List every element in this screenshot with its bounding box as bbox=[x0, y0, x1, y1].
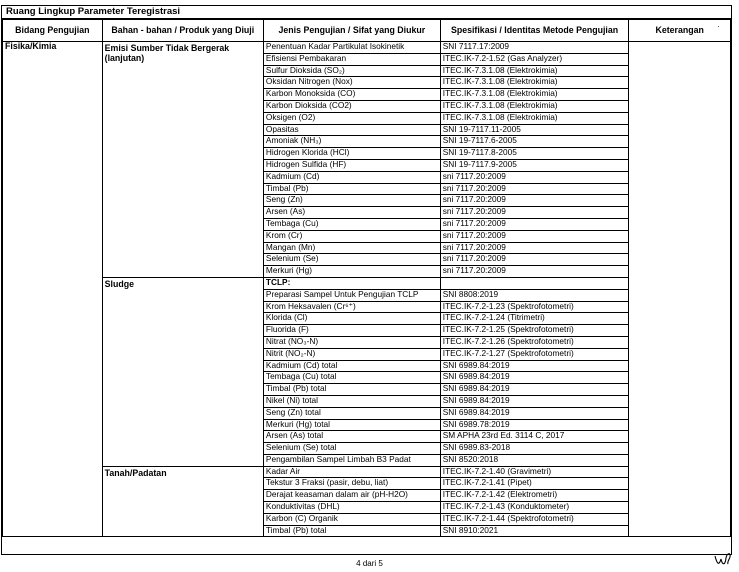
jenis-pengujian-cell: Opasitas bbox=[263, 124, 440, 136]
section-title: Ruang Lingkup Parameter Teregistrasi bbox=[2, 6, 731, 19]
metode-cell: SNI 19-7117.9-2005 bbox=[440, 159, 629, 171]
metode-cell: ITEC.IK-7.3.1.08 (Elektrokimia) bbox=[440, 89, 629, 101]
table-row bbox=[3, 466, 731, 478]
jenis-pengujian-cell: Nitrit (NO₂-N) bbox=[263, 348, 440, 360]
jenis-pengujian-cell: Timbal (Pb) total bbox=[263, 525, 440, 537]
material-group-cell: Sludge bbox=[102, 277, 263, 466]
header-spesifikasi: Spesifikasi / Identitas Metode Pengujian bbox=[440, 20, 629, 42]
metode-cell: ITEC.IK-7.2-1.43 (Konduktometer) bbox=[440, 502, 629, 514]
bidang-cell: Fisika/Kimia bbox=[3, 42, 103, 537]
metode-cell: SNI 6989.84:2019 bbox=[440, 372, 629, 384]
jenis-pengujian-cell: Amoniak (NH₃) bbox=[263, 136, 440, 148]
jenis-pengujian-cell: Tembaga (Cu) bbox=[263, 218, 440, 230]
jenis-pengujian-cell: Kadmium (Cd) total bbox=[263, 360, 440, 372]
metode-cell: SNI 8520:2018 bbox=[440, 454, 629, 466]
jenis-pengujian-cell: Klorida (Cl) bbox=[263, 313, 440, 325]
metode-cell: SNI 8910:2021 bbox=[440, 525, 629, 537]
paraf-signature-icon bbox=[713, 550, 735, 570]
jenis-pengujian-cell: Krom Heksavalen (Cr⁶⁺) bbox=[263, 301, 440, 313]
jenis-pengujian-cell: Pengambilan Sampel Limbah B3 Padat bbox=[263, 454, 440, 466]
corner-mark: · bbox=[717, 22, 720, 31]
jenis-pengujian-cell: Sulfur Dioksida (SO₂) bbox=[263, 65, 440, 77]
metode-cell: ITEC.IK-7.2-1.26 (Spektrofotometri) bbox=[440, 336, 629, 348]
metode-cell: ITEC.IK-7.2-1.41 (Pipet) bbox=[440, 478, 629, 490]
jenis-pengujian-cell: Oksidan Nitrogen (Nox) bbox=[263, 77, 440, 89]
jenis-pengujian-cell: Merkuri (Hg) bbox=[263, 266, 440, 278]
jenis-pengujian-cell: Karbon Dioksida (CO2) bbox=[263, 100, 440, 112]
table-row bbox=[3, 42, 731, 54]
metode-cell: sni 7117.20:2009 bbox=[440, 266, 629, 278]
metode-cell: ITEC.IK-7.3.1.08 (Elektrokimia) bbox=[440, 100, 629, 112]
metode-cell: sni 7117.20:2009 bbox=[440, 171, 629, 183]
header-bidang: Bidang Pengujian bbox=[3, 20, 103, 42]
jenis-pengujian-cell: Seng (Zn) bbox=[263, 195, 440, 207]
jenis-pengujian-cell: Arsen (As) bbox=[263, 207, 440, 219]
header-bahan: Bahan - bahan / Produk yang Diuji bbox=[102, 20, 263, 42]
jenis-pengujian-cell: Tembaga (Cu) total bbox=[263, 372, 440, 384]
jenis-pengujian-cell: Merkuri (Hg) total bbox=[263, 419, 440, 431]
parameter-table bbox=[2, 19, 731, 537]
metode-cell: SNI 6989.83-2018 bbox=[440, 443, 629, 455]
table-body bbox=[3, 42, 731, 537]
jenis-pengujian-cell: Nikel (Ni) total bbox=[263, 395, 440, 407]
material-group-cell: Tanah/Padatan bbox=[102, 466, 263, 537]
jenis-pengujian-cell: Karbon Monoksida (CO) bbox=[263, 89, 440, 101]
metode-cell: ITEC.IK-7.2-1.52 (Gas Analyzer) bbox=[440, 53, 629, 65]
metode-cell: SNI 6989.84:2019 bbox=[440, 407, 629, 419]
jenis-pengujian-cell: Kadmium (Cd) bbox=[263, 171, 440, 183]
jenis-pengujian-cell: Mangan (Mn) bbox=[263, 242, 440, 254]
metode-cell: ITEC.IK-7.2-1.42 (Elektrometri) bbox=[440, 490, 629, 502]
jenis-pengujian-cell: Preparasi Sampel Untuk Pengujian TCLP bbox=[263, 289, 440, 301]
metode-cell: ITEC.IK-7.3.1.08 (Elektrokimia) bbox=[440, 65, 629, 77]
jenis-pengujian-cell: Nitrat (NO₃-N) bbox=[263, 336, 440, 348]
metode-cell: ITEC.IK-7.3.1.08 (Elektrokimia) bbox=[440, 112, 629, 124]
metode-cell: SNI 6989.78:2019 bbox=[440, 419, 629, 431]
table-header-row bbox=[3, 20, 731, 42]
jenis-pengujian-cell: Krom (Cr) bbox=[263, 230, 440, 242]
jenis-pengujian-cell: Penentuan Kadar Partikulat Isokinetik bbox=[263, 42, 440, 54]
metode-cell: SNI 6989.84:2019 bbox=[440, 384, 629, 396]
metode-cell: sni 7117.20:2009 bbox=[440, 230, 629, 242]
document-frame bbox=[1, 5, 732, 555]
jenis-pengujian-cell: Timbal (Pb) bbox=[263, 183, 440, 195]
metode-cell bbox=[440, 277, 629, 289]
header-keterangan: Keterangan bbox=[629, 20, 731, 42]
jenis-pengujian-cell: Hidrogen Klorida (HCl) bbox=[263, 148, 440, 160]
jenis-pengujian-cell: Kadar Air bbox=[263, 466, 440, 478]
jenis-pengujian-cell: Arsen (As) total bbox=[263, 431, 440, 443]
metode-cell: SNI 19-7117.11-2005 bbox=[440, 124, 629, 136]
keterangan-cell bbox=[629, 42, 731, 537]
jenis-pengujian-cell: Konduktivitas (DHL) bbox=[263, 502, 440, 514]
header-jenis: Jenis Pengujian / Sifat yang Diukur bbox=[263, 20, 440, 42]
jenis-pengujian-cell: Timbal (Pb) total bbox=[263, 384, 440, 396]
metode-cell: sni 7117.20:2009 bbox=[440, 183, 629, 195]
material-group-cell: Emisi Sumber Tidak Bergerak (lanjutan) bbox=[102, 42, 263, 278]
metode-cell: SNI 6989.84:2019 bbox=[440, 395, 629, 407]
metode-cell: sni 7117.20:2009 bbox=[440, 254, 629, 266]
metode-cell: ITEC.IK-7.2-1.44 (Spektrofotometri) bbox=[440, 513, 629, 525]
metode-cell: sni 7117.20:2009 bbox=[440, 218, 629, 230]
metode-cell: ITEC.IK-7.3.1.08 (Elektrokimia) bbox=[440, 77, 629, 89]
jenis-pengujian-cell: Seng (Zn) total bbox=[263, 407, 440, 419]
metode-cell: SNI 8808:2019 bbox=[440, 289, 629, 301]
metode-cell: sni 7117.20:2009 bbox=[440, 242, 629, 254]
metode-cell: ITEC.IK-7.2-1.27 (Spektrofotometri) bbox=[440, 348, 629, 360]
jenis-pengujian-cell: Tekstur 3 Fraksi (pasir, debu, liat) bbox=[263, 478, 440, 490]
metode-cell: sni 7117.20:2009 bbox=[440, 207, 629, 219]
jenis-pengujian-cell: Karbon (C) Organik bbox=[263, 513, 440, 525]
metode-cell: SNI 19-7117.6-2005 bbox=[440, 136, 629, 148]
metode-cell: SM APHA 23rd Ed. 3114 C, 2017 bbox=[440, 431, 629, 443]
table-row bbox=[3, 277, 731, 289]
jenis-pengujian-cell: Selenium (Se) total bbox=[263, 443, 440, 455]
jenis-pengujian-cell: Fluorida (F) bbox=[263, 325, 440, 337]
jenis-pengujian-cell: Selenium (Se) bbox=[263, 254, 440, 266]
jenis-pengujian-cell: Hidrogen Sulfida (HF) bbox=[263, 159, 440, 171]
metode-cell: ITEC.IK-7.2-1.25 (Spektrofotometri) bbox=[440, 325, 629, 337]
metode-cell: ITEC.IK-7.2-1.40 (Gravimetri) bbox=[440, 466, 629, 478]
jenis-pengujian-cell: Efisiensi Pembakaran bbox=[263, 53, 440, 65]
metode-cell: ITEC.IK-7.2-1.23 (Spektrofotometri) bbox=[440, 301, 629, 313]
jenis-pengujian-cell: Oksigen (O2) bbox=[263, 112, 440, 124]
metode-cell: SNI 6989.84:2019 bbox=[440, 360, 629, 372]
metode-cell: sni 7117.20:2009 bbox=[440, 195, 629, 207]
metode-cell: ITEC.IK-7.2-1.24 (Titrimetri) bbox=[440, 313, 629, 325]
jenis-pengujian-cell: Derajat keasaman dalam air (pH-H2O) bbox=[263, 490, 440, 502]
metode-cell: SNI 7117.17:2009 bbox=[440, 42, 629, 54]
page-number: 4 dari 5 bbox=[356, 559, 383, 568]
metode-cell: SNI 19-7117.8-2005 bbox=[440, 148, 629, 160]
jenis-pengujian-cell: TCLP: bbox=[263, 277, 440, 289]
